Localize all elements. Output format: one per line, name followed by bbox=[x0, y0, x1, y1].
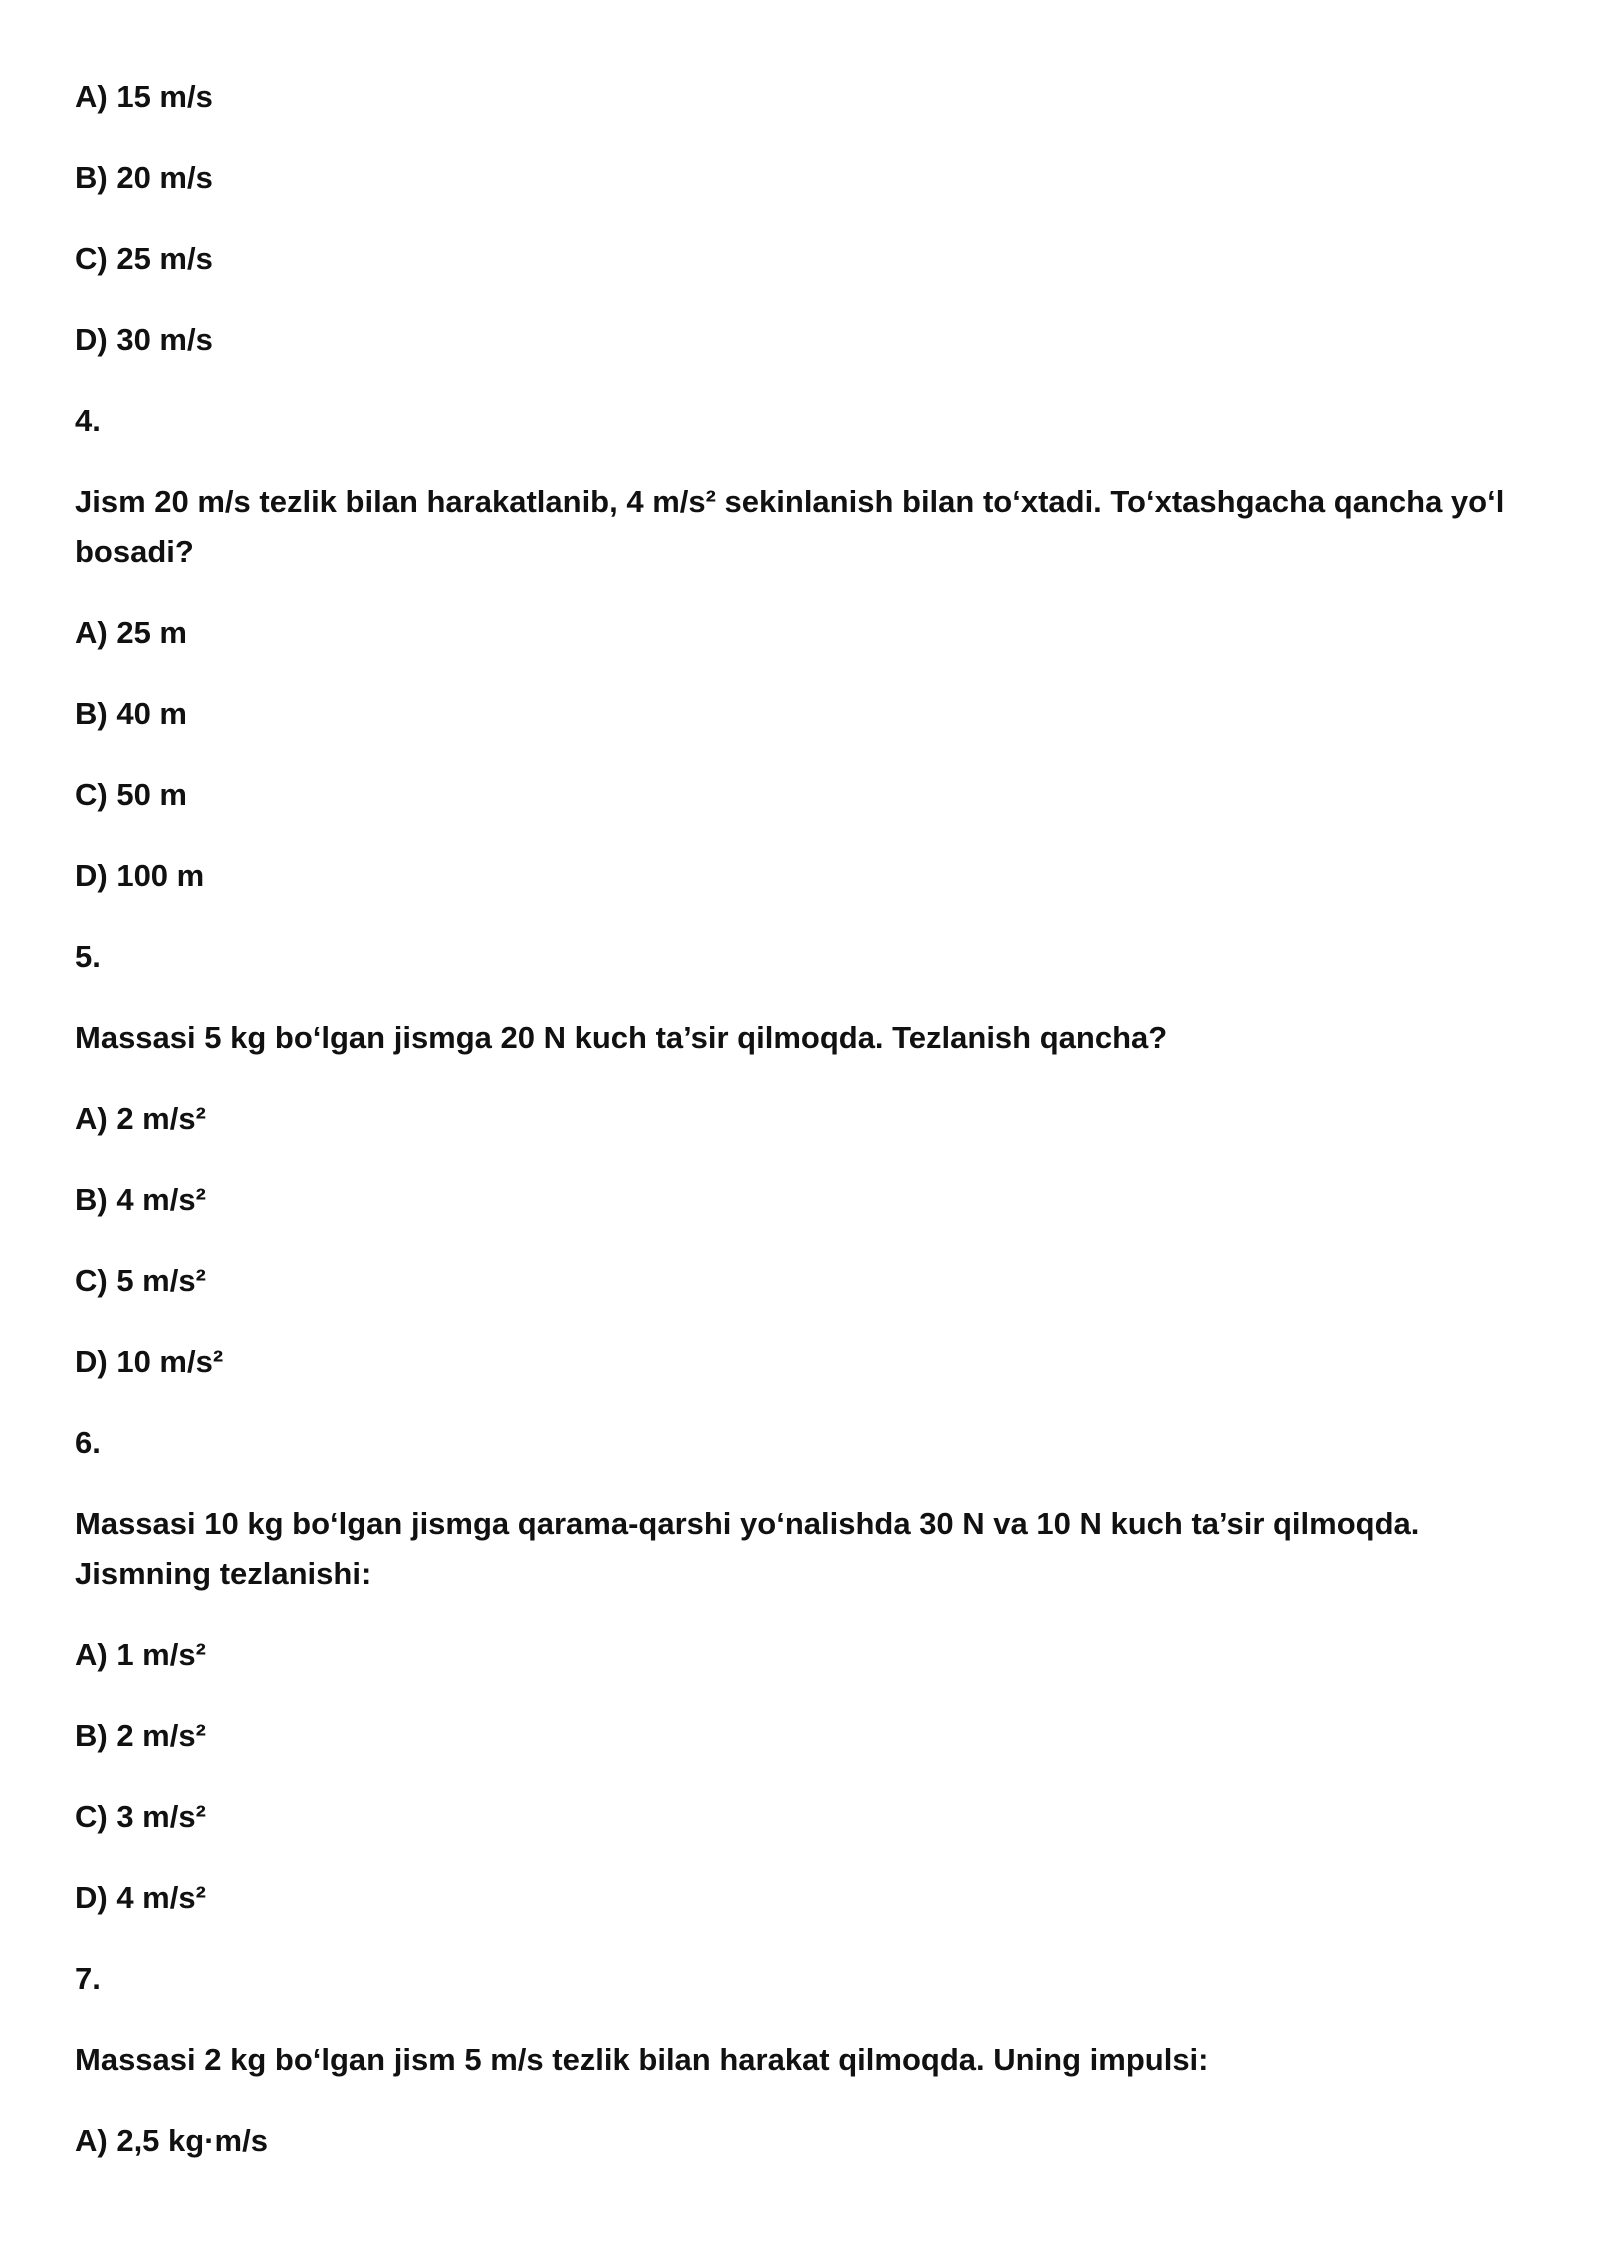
option-b: B) 2 m/s² bbox=[75, 1718, 206, 1753]
option-d: D) 10 m/s² bbox=[75, 1344, 224, 1379]
question-text: Massasi 2 kg bo‘lgan jism 5 m/s tezlik bilan harakat qilmoqda. Uning impulsi: bbox=[75, 2042, 1209, 2077]
option-c: C) 50 m bbox=[75, 777, 187, 812]
question-number: 7. bbox=[75, 1961, 101, 1996]
option-c: C) 3 m/s² bbox=[75, 1799, 206, 1834]
option-c: C) 5 m/s² bbox=[75, 1263, 206, 1298]
option-a: A) 15 m/s bbox=[75, 79, 213, 114]
document-page bbox=[75, 72, 1545, 2197]
option-a: A) 2 m/s² bbox=[75, 1101, 206, 1136]
option-b: B) 4 m/s² bbox=[75, 1182, 206, 1217]
option-b: B) 20 m/s bbox=[75, 160, 213, 195]
question-text: Jism 20 m/s tezlik bilan harakatlanib, 4 m/s² sekinlanish bilan to‘xtadi. To‘xtashgacha qancha yo‘l bosadi? bbox=[75, 484, 1505, 569]
option-d: D) 100 m bbox=[75, 858, 205, 893]
option-d: D) 30 m/s bbox=[75, 322, 213, 357]
option-d: D) 4 m/s² bbox=[75, 1880, 206, 1915]
question-text: Massasi 5 kg bo‘lgan jismga 20 N kuch ta’sir qilmoqda. Tezlanish qancha? bbox=[75, 1020, 1168, 1055]
question-number: 6. bbox=[75, 1425, 101, 1460]
question-text: Massasi 10 kg bo‘lgan jismga qarama-qarshi yo‘nalishda 30 N va 10 N kuch ta’sir qilmoqda. Jismning tezlanishi: bbox=[75, 1506, 1420, 1591]
option-a: A) 2,5 kg·m/s bbox=[75, 2123, 268, 2158]
question-number: 4. bbox=[75, 403, 101, 438]
question-number: 5. bbox=[75, 939, 101, 974]
option-c: C) 25 m/s bbox=[75, 241, 213, 276]
option-b: B) 40 m bbox=[75, 696, 187, 731]
option-a: A) 1 m/s² bbox=[75, 1637, 206, 1672]
option-a: A) 25 m bbox=[75, 615, 187, 650]
